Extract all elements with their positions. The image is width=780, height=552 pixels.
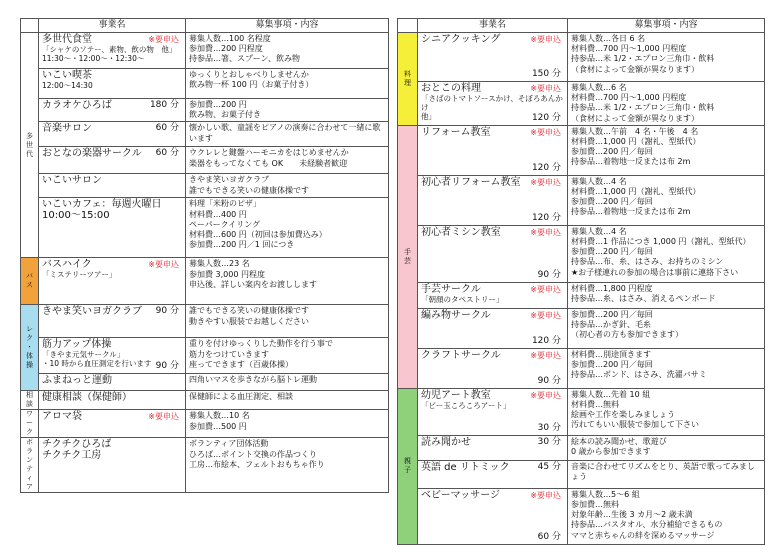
category-cell (21, 258, 39, 305)
program-description: 募集人数…100 名程度 参加費…200 円程度 持参品…箸、スプーン、飲み物 (186, 33, 389, 69)
category-cell (21, 33, 39, 258)
table-row (398, 460, 765, 488)
category-cell (398, 125, 418, 388)
table-row (21, 391, 389, 410)
required-badge: ※要申込 (530, 177, 561, 187)
program-subtitle: 「さばのトマトソースかけ、そぼろあんかけ 他」 (421, 94, 563, 121)
name-header: 事業名 (418, 19, 568, 33)
program-name-cell (39, 410, 186, 438)
program-name-cell (39, 258, 186, 305)
table-row (398, 488, 765, 544)
duration-label: 120 分 (531, 112, 561, 123)
table-row (21, 174, 389, 198)
category-cell (21, 438, 39, 493)
program-subtitle: 「シャケのソテー、素物、飲の物 他」 11:30～・12:00～・12:30～ (42, 45, 177, 63)
program-description: 募集人数…各日 6 名 材料費…700 円～1,000 円程度 持参品…米 1/2・エプロン三角巾・飲料 （食材によって金額が異なります） (568, 33, 765, 82)
desc-header: 募集事項・内容 (568, 19, 765, 33)
program-name-cell (39, 338, 186, 374)
program-name: 健康相談（保健師） (42, 392, 132, 404)
category-label: ボ ラ ン テ ィ ア (26, 438, 33, 492)
table-row (21, 410, 389, 438)
table-row (398, 82, 765, 126)
program-name-cell (39, 122, 186, 147)
program-name: 英語 de リトミック (421, 461, 510, 473)
program-name-cell (418, 33, 568, 82)
duration-label: 30 分 (537, 422, 561, 433)
program-name: 筋力アップ体操 (42, 339, 112, 351)
program-description: 募集人数…4 名 材料費…1,000 円（謝礼、型紙代） 参加費…200 円／毎回 持参品…着物地一反または布 2m (568, 175, 765, 225)
table-row (21, 198, 389, 258)
program-name: リフォーム教室 (421, 126, 491, 138)
program-name: カラオケひろば (42, 100, 112, 111)
program-description: 懐かしい歌、童謡をピアノの演奏に合わせて一緒に歌います (186, 122, 389, 147)
program-name: シニアクッキング (421, 34, 501, 45)
program-subtitle: 「ビー玉ころころアート」 (421, 400, 511, 410)
program-subtitle: 「きやま元気サークル」 ・10 時から血圧測定を行います (42, 350, 152, 369)
required-badge: ※要申込 (530, 310, 561, 320)
category-cell (21, 305, 39, 391)
required-badge: ※要申込 (148, 35, 179, 44)
table-row (21, 305, 389, 338)
program-name: 手芸サークル (421, 283, 481, 295)
duration-label: 60 分 (155, 123, 179, 134)
category-cell (21, 410, 39, 438)
program-description: 材料費…別途頂きます 参加費…200 円／毎回 持参品…ボンド、はさみ、洗濯バサミ (568, 348, 765, 388)
category-header (21, 19, 39, 33)
program-name: 音楽サロン (42, 123, 92, 135)
program-name: 幼児アート教室 (421, 389, 491, 401)
program-description: 材料費…1,800 円程度 持参品…糸、はさみ、消えるペンボード (568, 282, 765, 308)
program-name-cell (418, 348, 568, 388)
category-label: ワ ー ク (26, 410, 33, 437)
duration-label: 180 分 (149, 100, 179, 110)
program-name: 編み物サークル (421, 309, 491, 321)
duration-label: 30 分 (537, 436, 561, 447)
category-label: 親 子 (404, 457, 411, 475)
program-name-cell (418, 435, 568, 460)
program-description: 音楽に合わせてリズムをとり、英語で歌ってみましょう (568, 460, 765, 488)
program-description: 四角いマスを歩きながら脳トレ運動 (186, 374, 389, 391)
program-name-cell (418, 460, 568, 488)
required-badge: ※要申込 (530, 284, 561, 294)
duration-label: 120 分 (531, 162, 561, 173)
program-description: 募集人数…10 名 参加費…500 円 (186, 410, 389, 438)
required-badge: ※要申込 (530, 35, 561, 44)
duration-label: 90 分 (155, 361, 179, 372)
program-name-cell (39, 174, 186, 198)
table-row (21, 99, 389, 122)
left-table-body (21, 33, 389, 493)
program-description: 参加費…200 円 飲み物、お菓子付き (186, 99, 389, 122)
program-name-cell (39, 305, 186, 338)
program-name-cell (418, 488, 568, 544)
category-label: 相 談 (26, 391, 33, 409)
program-name-cell (418, 388, 568, 435)
category-label: 多 世 代 (26, 131, 33, 158)
duration-label: 150 分 (531, 69, 561, 79)
table-row (21, 438, 389, 493)
table-row (21, 147, 389, 174)
table-row (398, 225, 765, 282)
program-description: 募集人数…6 名 材料費…700 円～1,000 円程度 持参品…米 1/2・エプロン三角巾・飲料 （食材によって金額が異なります） (568, 82, 765, 126)
program-description: ウクレレと鍵盤ハーモニカをはじめませんか 楽器をもってなくても OK 未経験者歓迎 (186, 147, 389, 174)
program-description: 参加費…200 円／毎回 持参品…かぎ針、毛糸 （初心者の方も参加できます） (568, 308, 765, 348)
table-row (398, 33, 765, 82)
required-badge: ※要申込 (530, 390, 561, 400)
right-program-table (397, 18, 765, 545)
right-table-body (398, 33, 765, 545)
program-name-cell (39, 69, 186, 99)
category-header (398, 19, 418, 33)
table-row (398, 125, 765, 175)
table-row (398, 282, 765, 308)
table-row (21, 258, 389, 305)
program-name: 多世代食堂 (42, 34, 92, 45)
required-badge: ※要申込 (530, 84, 561, 93)
program-description: 募集人数…午前 4 名・午後 4 名 材料費…1,000 円（謝礼、型紙代） 参加費…200 円／毎回 持参品…着物地一反または布 2m (568, 125, 765, 175)
duration-label: 90 分 (537, 269, 561, 280)
program-description: 保健師による血圧測定、相談 (186, 391, 389, 410)
desc-header: 募集事項・内容 (186, 19, 389, 33)
program-subtitle: 「ミステリーツアー」 (42, 270, 117, 280)
program-name-cell (418, 282, 568, 308)
program-name: いこいサロン (42, 175, 102, 187)
program-name-cell (39, 33, 186, 69)
name-header: 事業名 (39, 19, 186, 33)
program-description: 募集人数…23 名 参加費 3,000 円程度 申込後、詳しい案内をお渡しします (186, 258, 389, 305)
program-name-cell (418, 125, 568, 175)
left-program-table (20, 18, 389, 493)
duration-label: 60 分 (155, 148, 179, 159)
program-name: チクチクひろば チクチク工房 (42, 439, 112, 462)
duration-label: 120 分 (531, 335, 561, 346)
program-name-cell (418, 308, 568, 348)
program-name: 初心者ミシン教室 (421, 226, 501, 238)
required-badge: ※要申込 (148, 260, 179, 270)
program-description: ゆっくりとおしゃべりしませんか 飲み物一杯 100 円（お菓子付き） (186, 69, 389, 99)
program-description: 重りを付けゆっくりした動作を行う事で 筋力をつけていきます 座ってできます（百歳体操） (186, 338, 389, 374)
program-name-cell (39, 438, 186, 493)
table-row (21, 338, 389, 374)
program-name: いこいカフェ：毎週火曜日 10:00～15:00 (42, 199, 162, 222)
program-name: 初心者リフォーム教室 (421, 176, 521, 188)
program-name: バスハイク (42, 259, 92, 271)
category-cell (398, 388, 418, 544)
program-description: 誰でもできる笑いの健康体操です 動きやすい服装でお越しください (186, 305, 389, 338)
duration-label: 120 分 (531, 212, 561, 223)
program-name: いこい喫茶 (42, 70, 92, 81)
required-badge: ※要申込 (530, 127, 561, 137)
program-description: 募集人数…5～6 組 参加費…無料 対象年齢…生後 3 カ月～2 歳未満 持参品…バスタオル、水分補給できるもの ママと赤ちゃんの絆を深めるマッサージ (568, 488, 765, 544)
table-row (21, 374, 389, 391)
program-name: おとなの楽器サークル (42, 148, 142, 160)
category-label: 手 芸 (404, 247, 411, 265)
category-cell (398, 33, 418, 126)
program-name-cell (39, 147, 186, 174)
program-name: アロマ袋 (42, 411, 82, 423)
table-row (398, 308, 765, 348)
program-name: クラフトサークル (421, 349, 501, 361)
category-cell (21, 391, 39, 410)
program-name: 読み聞かせ (421, 436, 471, 448)
program-name-cell (418, 82, 568, 126)
table-row (398, 388, 765, 435)
duration-label: 90 分 (537, 375, 561, 386)
required-badge: ※要申込 (530, 350, 561, 360)
duration-label: 45 分 (537, 461, 561, 472)
table-row (21, 122, 389, 147)
program-name: きやま笑いヨガクラブ (42, 306, 142, 318)
program-name-cell (39, 198, 186, 258)
program-description: ボランティア団体活動 ひろば…ボイント交換の作品つくり 工房…布絵本、フェルトおもちゃ作り (186, 438, 389, 493)
program-description: 募集人数…先着 10 組 材料費…無料 絵画や工作を楽しみましょう 汚れてもいい服装で参加して下さい (568, 388, 765, 435)
program-name-cell (39, 391, 186, 410)
program-subtitle: 「朝顔のタペストリー」 (421, 294, 504, 304)
required-badge: ※要申込 (530, 490, 561, 500)
category-label: レ ク ・ 体 操 (26, 325, 33, 370)
table-row (398, 348, 765, 388)
duration-label: 60 分 (537, 531, 561, 542)
program-name: ふまねっと運動 (42, 375, 112, 387)
program-name: おとこの料理 (421, 83, 481, 94)
program-name-cell (39, 99, 186, 122)
program-name-cell (418, 175, 568, 225)
program-name: ベビーマッサージ (421, 489, 500, 501)
program-description: きやま笑いヨガクラブ 誰でもできる笑いの健康体操です (186, 174, 389, 198)
duration-label: 90 分 (155, 306, 179, 317)
table-row (398, 175, 765, 225)
program-description: 募集人数…4 名 材料費…1 作品につき 1,000 円（謝礼、型紙代） 参加費…200 円／毎回 持参品…布、糸、はさみ、お持ちのミシン ★お子様連れの参加の場合は事前に連絡下さい (568, 225, 765, 282)
table-row (21, 69, 389, 99)
program-subtitle: 12:00～14:30 (42, 81, 93, 90)
table-row (398, 435, 765, 460)
program-name-cell (39, 374, 186, 391)
program-description: 料理「米粉のピザ」 材料費…400 円 ペーパークイリング 材料費…600 円（初回は参加費込み） 参加費…200 円／1 回につき (186, 198, 389, 258)
program-name-cell (418, 225, 568, 282)
program-description: 絵本の読み聞かせ、歌遊び 0 歳から参加できます (568, 435, 765, 460)
required-badge: ※要申込 (530, 227, 561, 237)
category-label: 料 理 (404, 69, 411, 87)
table-row (21, 33, 389, 69)
category-label: バ ス (26, 272, 33, 290)
required-badge: ※要申込 (148, 412, 179, 422)
